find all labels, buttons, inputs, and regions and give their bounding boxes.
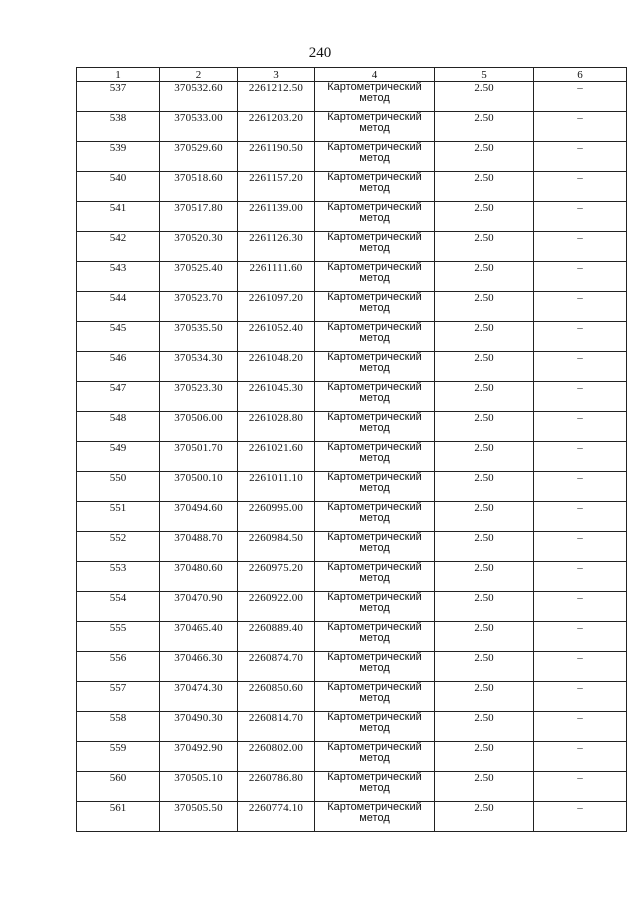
accuracy-cell: 2.50 [435,772,534,802]
x-coordinate-cell: 370492.90 [160,742,238,772]
y-coordinate-cell: 2260922.00 [238,592,315,622]
method-cell: Картометрический метод [315,142,435,172]
table-row [77,412,627,442]
table-row [77,112,627,142]
note-cell: – [534,232,627,262]
x-coordinate-cell: 370505.10 [160,772,238,802]
point-number-cell: 560 [77,772,160,802]
y-coordinate-cell: 2261203.20 [238,112,315,142]
point-number-cell: 549 [77,442,160,472]
note-cell: – [534,562,627,592]
x-coordinate-cell: 370466.30 [160,652,238,682]
x-coordinate-cell: 370474.30 [160,682,238,712]
note-cell: – [534,112,627,142]
point-number-cell: 538 [77,112,160,142]
note-cell: – [534,202,627,232]
point-number-cell: 540 [77,172,160,202]
point-number-cell: 547 [77,382,160,412]
note-cell: – [534,262,627,292]
y-coordinate-cell: 2260802.00 [238,742,315,772]
accuracy-cell: 2.50 [435,202,534,232]
table-row [77,532,627,562]
accuracy-cell: 2.50 [435,532,534,562]
point-number-cell: 541 [77,202,160,232]
point-number-cell: 542 [77,232,160,262]
y-coordinate-cell: 2261157.20 [238,172,315,202]
accuracy-cell: 2.50 [435,112,534,142]
method-cell: Картометрический метод [315,262,435,292]
table-row [77,292,627,322]
note-cell: – [534,352,627,382]
table-row [77,712,627,742]
table-row [77,802,627,832]
note-cell: – [534,142,627,172]
accuracy-cell: 2.50 [435,382,534,412]
table-row [77,652,627,682]
method-cell: Картометрический метод [315,772,435,802]
x-coordinate-cell: 370480.60 [160,562,238,592]
accuracy-cell: 2.50 [435,562,534,592]
y-coordinate-cell: 2260786.80 [238,772,315,802]
accuracy-cell: 2.50 [435,352,534,382]
table-row [77,352,627,382]
y-coordinate-cell: 2260889.40 [238,622,315,652]
table-row [77,742,627,772]
x-coordinate-cell: 370494.60 [160,502,238,532]
column-header: 2 [160,68,238,82]
y-coordinate-cell: 2261212.50 [238,82,315,112]
table-row [77,382,627,412]
table-row [77,442,627,472]
note-cell: – [534,82,627,112]
point-number-cell: 544 [77,292,160,322]
accuracy-cell: 2.50 [435,652,534,682]
accuracy-cell: 2.50 [435,262,534,292]
method-cell: Картометрический метод [315,292,435,322]
y-coordinate-cell: 2261139.00 [238,202,315,232]
method-cell: Картометрический метод [315,622,435,652]
accuracy-cell: 2.50 [435,742,534,772]
accuracy-cell: 2.50 [435,322,534,352]
x-coordinate-cell: 370465.40 [160,622,238,652]
table-body [77,82,627,832]
point-number-cell: 537 [77,82,160,112]
x-coordinate-cell: 370500.10 [160,472,238,502]
y-coordinate-cell: 2260850.60 [238,682,315,712]
accuracy-cell: 2.50 [435,592,534,622]
note-cell: – [534,682,627,712]
coordinates-table [76,67,627,832]
point-number-cell: 550 [77,472,160,502]
y-coordinate-cell: 2261028.80 [238,412,315,442]
x-coordinate-cell: 370532.60 [160,82,238,112]
accuracy-cell: 2.50 [435,712,534,742]
table-row [77,682,627,712]
column-header: 4 [315,68,435,82]
y-coordinate-cell: 2261126.30 [238,232,315,262]
x-coordinate-cell: 370518.60 [160,172,238,202]
method-cell: Картометрический метод [315,442,435,472]
table-row [77,142,627,172]
accuracy-cell: 2.50 [435,412,534,442]
x-coordinate-cell: 370517.80 [160,202,238,232]
y-coordinate-cell: 2260984.50 [238,532,315,562]
method-cell: Картометрический метод [315,382,435,412]
x-coordinate-cell: 370490.30 [160,712,238,742]
note-cell: – [534,802,627,832]
method-cell: Картометрический метод [315,562,435,592]
note-cell: – [534,712,627,742]
y-coordinate-cell: 2261190.50 [238,142,315,172]
y-coordinate-cell: 2260975.20 [238,562,315,592]
method-cell: Картометрический метод [315,802,435,832]
table-row [77,202,627,232]
method-cell: Картометрический метод [315,412,435,442]
x-coordinate-cell: 370535.50 [160,322,238,352]
point-number-cell: 559 [77,742,160,772]
note-cell: – [534,322,627,352]
y-coordinate-cell: 2260814.70 [238,712,315,742]
x-coordinate-cell: 370501.70 [160,442,238,472]
point-number-cell: 554 [77,592,160,622]
point-number-cell: 543 [77,262,160,292]
accuracy-cell: 2.50 [435,802,534,832]
x-coordinate-cell: 370523.70 [160,292,238,322]
column-header: 1 [77,68,160,82]
column-header: 6 [534,68,627,82]
table-row [77,232,627,262]
y-coordinate-cell: 2261011.10 [238,472,315,502]
point-number-cell: 539 [77,142,160,172]
point-number-cell: 551 [77,502,160,532]
accuracy-cell: 2.50 [435,172,534,202]
point-number-cell: 553 [77,562,160,592]
table-row [77,262,627,292]
method-cell: Картометрический метод [315,742,435,772]
note-cell: – [534,622,627,652]
table-header-row [77,68,627,82]
x-coordinate-cell: 370506.00 [160,412,238,442]
note-cell: – [534,652,627,682]
accuracy-cell: 2.50 [435,142,534,172]
point-number-cell: 546 [77,352,160,382]
point-number-cell: 556 [77,652,160,682]
point-number-cell: 558 [77,712,160,742]
x-coordinate-cell: 370533.00 [160,112,238,142]
note-cell: – [534,412,627,442]
method-cell: Картометрический метод [315,532,435,562]
column-header: 5 [435,68,534,82]
accuracy-cell: 2.50 [435,682,534,712]
x-coordinate-cell: 370534.30 [160,352,238,382]
x-coordinate-cell: 370529.60 [160,142,238,172]
method-cell: Картометрический метод [315,652,435,682]
table-row [77,592,627,622]
point-number-cell: 557 [77,682,160,712]
note-cell: – [534,742,627,772]
y-coordinate-cell: 2261021.60 [238,442,315,472]
y-coordinate-cell: 2260874.70 [238,652,315,682]
point-number-cell: 552 [77,532,160,562]
accuracy-cell: 2.50 [435,622,534,652]
x-coordinate-cell: 370505.50 [160,802,238,832]
y-coordinate-cell: 2261097.20 [238,292,315,322]
x-coordinate-cell: 370520.30 [160,232,238,262]
point-number-cell: 561 [77,802,160,832]
accuracy-cell: 2.50 [435,232,534,262]
note-cell: – [534,382,627,412]
table-row [77,322,627,352]
table-row [77,772,627,802]
note-cell: – [534,172,627,202]
x-coordinate-cell: 370523.30 [160,382,238,412]
accuracy-cell: 2.50 [435,502,534,532]
note-cell: – [534,442,627,472]
table-row [77,82,627,112]
method-cell: Картометрический метод [315,352,435,382]
y-coordinate-cell: 2261048.20 [238,352,315,382]
table-row [77,172,627,202]
method-cell: Картометрический метод [315,112,435,142]
method-cell: Картометрический метод [315,592,435,622]
point-number-cell: 555 [77,622,160,652]
note-cell: – [534,502,627,532]
method-cell: Картометрический метод [315,682,435,712]
accuracy-cell: 2.50 [435,292,534,322]
table-row [77,502,627,532]
accuracy-cell: 2.50 [435,472,534,502]
x-coordinate-cell: 370470.90 [160,592,238,622]
point-number-cell: 545 [77,322,160,352]
y-coordinate-cell: 2261111.60 [238,262,315,292]
x-coordinate-cell: 370488.70 [160,532,238,562]
x-coordinate-cell: 370525.40 [160,262,238,292]
method-cell: Картометрический метод [315,472,435,502]
accuracy-cell: 2.50 [435,442,534,472]
note-cell: – [534,472,627,502]
accuracy-cell: 2.50 [435,82,534,112]
method-cell: Картометрический метод [315,232,435,262]
note-cell: – [534,772,627,802]
table-row [77,472,627,502]
table-row [77,622,627,652]
column-header: 3 [238,68,315,82]
page-number: 240 [308,45,332,61]
method-cell: Картометрический метод [315,502,435,532]
method-cell: Картометрический метод [315,202,435,232]
note-cell: – [534,532,627,562]
method-cell: Картометрический метод [315,322,435,352]
table-row [77,562,627,592]
method-cell: Картометрический метод [315,172,435,202]
y-coordinate-cell: 2260995.00 [238,502,315,532]
note-cell: – [534,292,627,322]
y-coordinate-cell: 2261045.30 [238,382,315,412]
method-cell: Картометрический метод [315,82,435,112]
point-number-cell: 548 [77,412,160,442]
note-cell: – [534,592,627,622]
y-coordinate-cell: 2260774.10 [238,802,315,832]
method-cell: Картометрический метод [315,712,435,742]
y-coordinate-cell: 2261052.40 [238,322,315,352]
